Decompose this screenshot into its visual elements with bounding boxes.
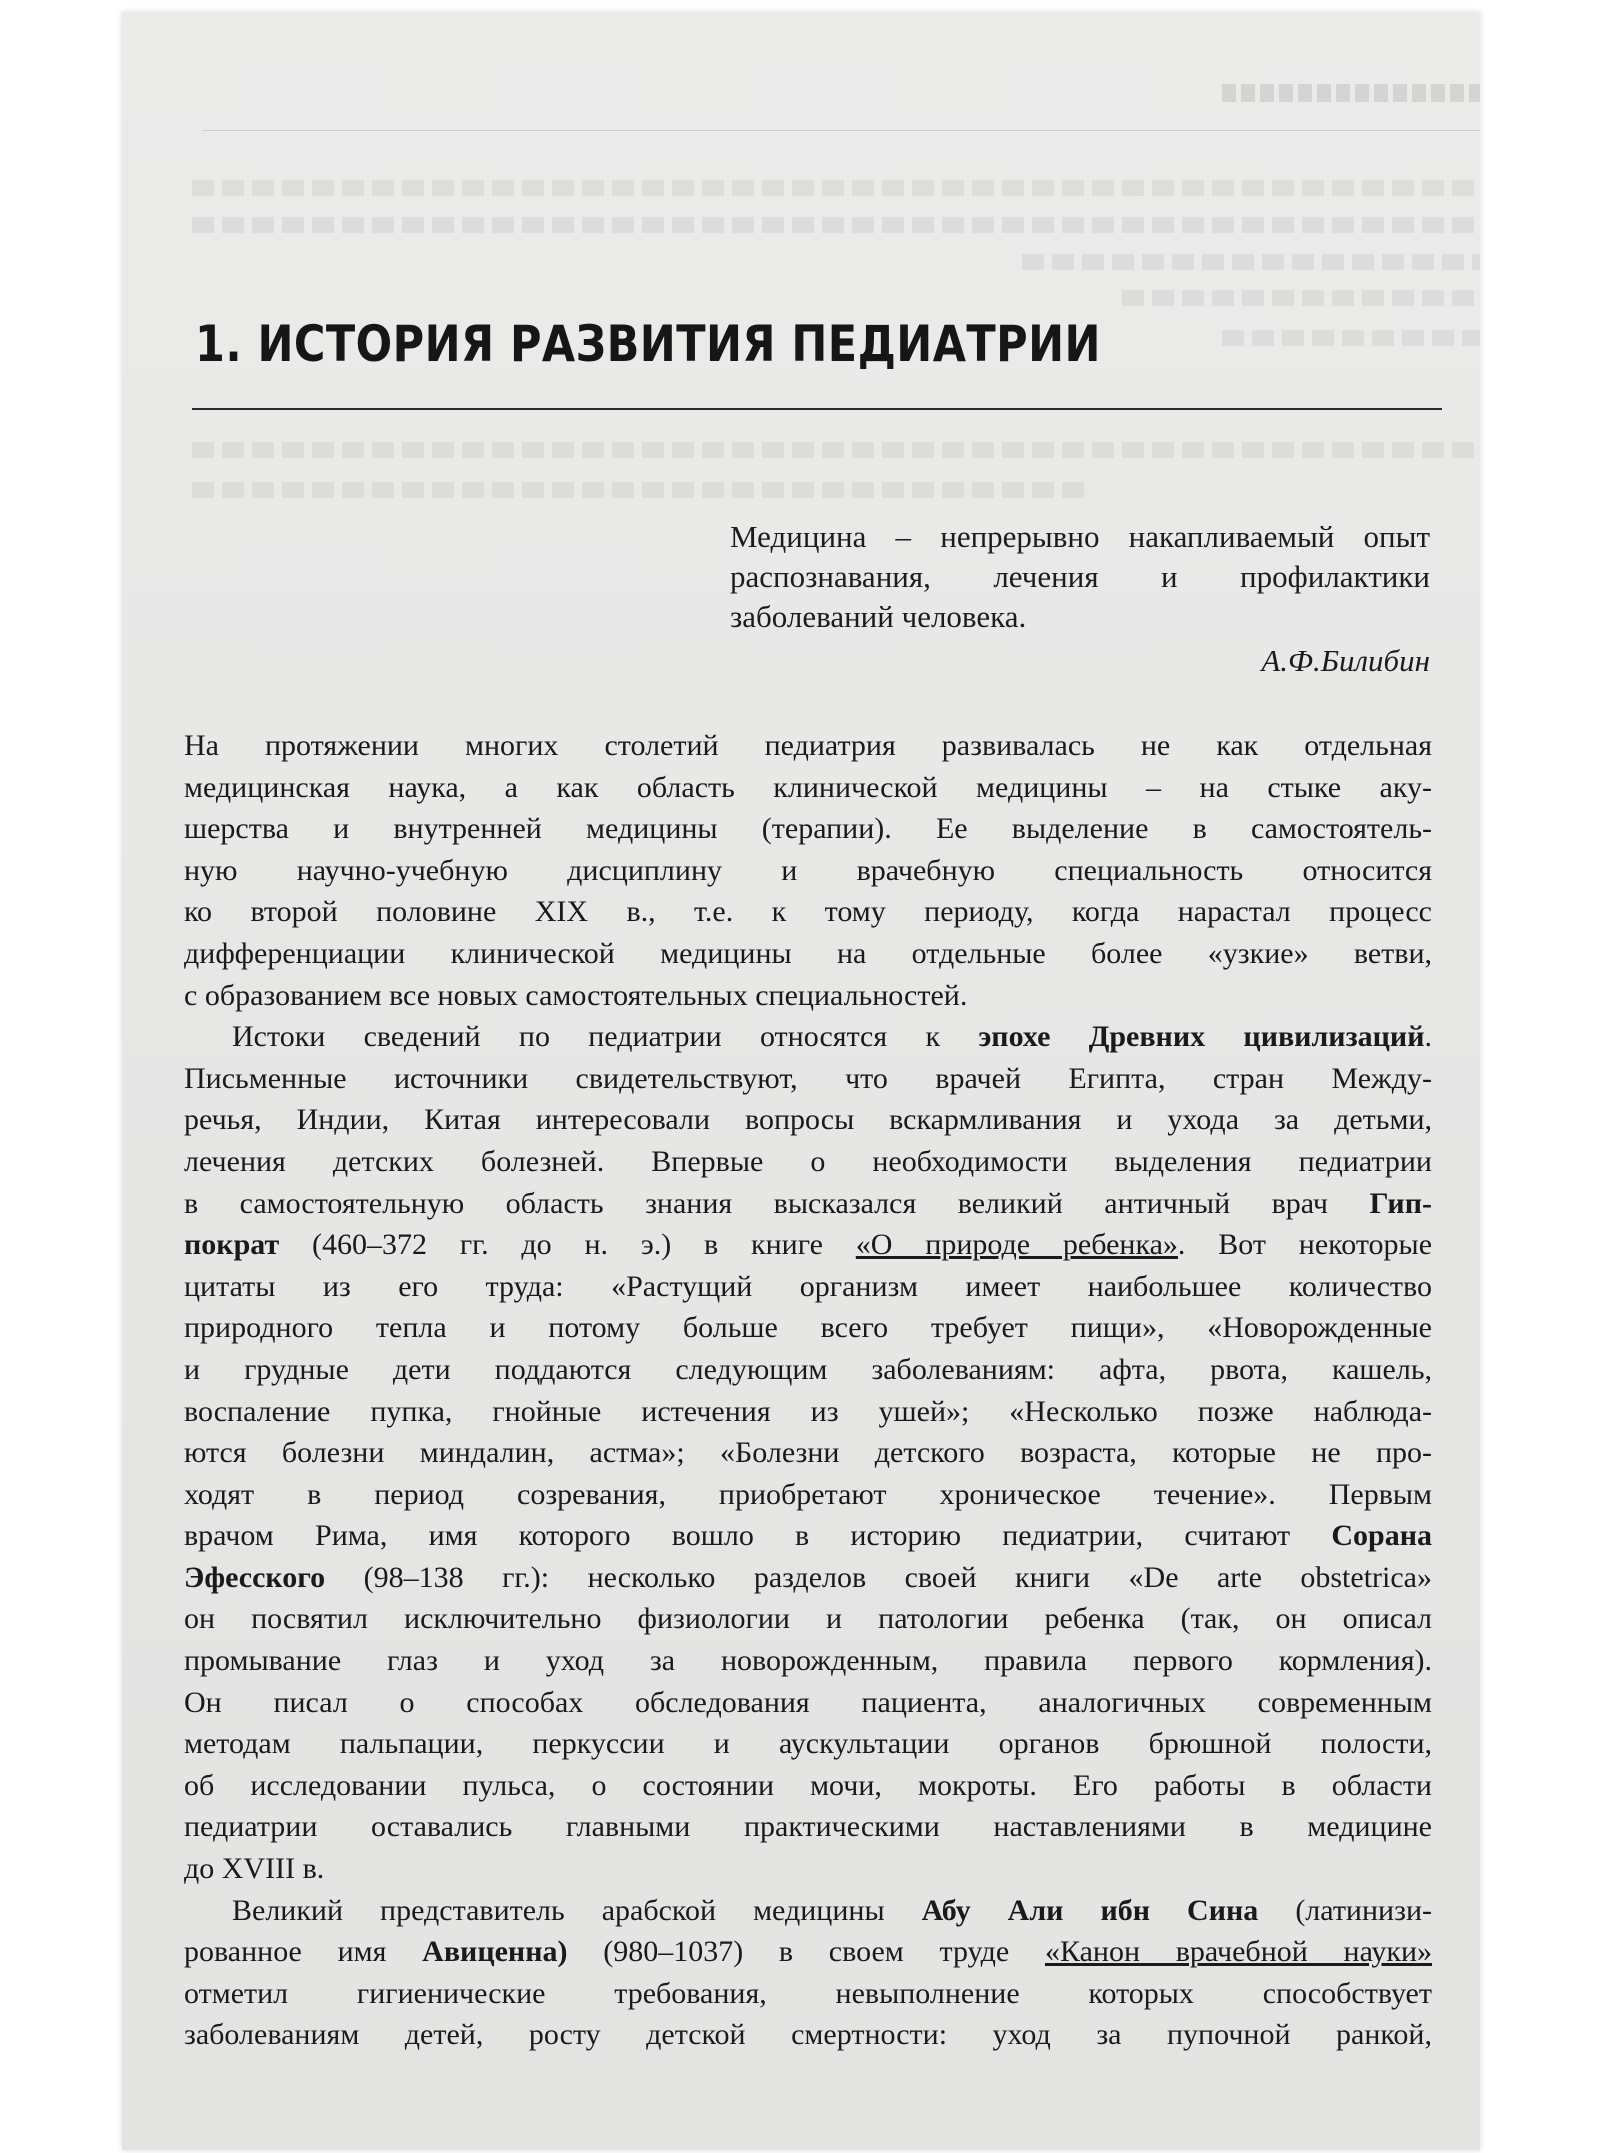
epigraph-author: А.Ф.Билибин xyxy=(1261,643,1430,678)
text-segment: рованное имя xyxy=(184,1935,423,1969)
body-line xyxy=(184,1806,1432,1848)
chapter-title: 1. ИСТОРИЯ РАЗВИТИЯ ПЕДИАТРИИ xyxy=(195,315,1101,373)
body-line xyxy=(184,1391,1432,1433)
body-line xyxy=(184,767,1432,809)
body-line xyxy=(184,975,1432,1017)
body-line xyxy=(184,1848,1432,1890)
text-segment: и грудные дети поддаются следующим заболеваниям: афта, рвота, кашель, xyxy=(184,1352,1432,1386)
bleed-through-text xyxy=(1022,254,1480,270)
text-segment: шерства и внутренней медицины (терапии). Ее выделение в самостоятель- xyxy=(184,812,1432,846)
body-line xyxy=(184,1557,1432,1599)
running-head xyxy=(1222,84,1480,102)
emphasis-text: Гип- xyxy=(1369,1186,1432,1220)
text-segment: На протяжении многих столетий педиатрия развивалась не как отдельная xyxy=(184,729,1432,762)
bleed-through-text xyxy=(1122,290,1480,306)
text-segment: ются болезни миндалин, астма»; «Болезни детского возраста, которые не про- xyxy=(184,1436,1432,1470)
text-segment: (460–372 гг. до н. э.) в книге xyxy=(279,1228,856,1262)
text-segment: промывание глаз и уход за новорожденным, правила первого кормления). xyxy=(184,1644,1432,1678)
body-line xyxy=(184,1765,1432,1807)
bleed-through-text xyxy=(192,442,1480,458)
text-segment: лечения детских болезней. Впервые о необходимости выделения педиатрии xyxy=(184,1144,1432,1178)
bleed-through-text xyxy=(192,180,1480,196)
text-segment: природного тепла и потому больше всего требует пищи», «Новорожденные xyxy=(184,1311,1432,1345)
body-line xyxy=(184,1474,1432,1516)
text-segment: он посвятил исключительно физиологии и патологии ребенка (так, он описал xyxy=(184,1602,1432,1636)
text-segment: (98–138 гг.): несколько разделов своей книги «De arte obstetrica» xyxy=(325,1560,1432,1594)
body-line xyxy=(184,725,1432,767)
body-line xyxy=(184,1183,1432,1225)
header-rule xyxy=(202,130,1480,131)
bleed-through-text xyxy=(1222,330,1480,346)
text-segment: Истоки сведений по педиатрии относятся к xyxy=(232,1020,979,1054)
emphasis-text: Эфесского xyxy=(184,1560,326,1594)
text-segment: Великий представитель арабской медицины xyxy=(232,1893,922,1927)
text-segment: методам пальпации, перкуссии и аускультации органов брюшной полости, xyxy=(184,1727,1432,1761)
text-segment: (980–1037) в своем труде xyxy=(567,1935,1045,1969)
text-segment: воспаление пупка, гнойные истечения из ушей»; «Несколько позже наблюда- xyxy=(184,1394,1432,1428)
body-line xyxy=(184,1349,1432,1391)
emphasis-text: эпохе Древних цивилизаций xyxy=(978,1020,1425,1054)
body-line xyxy=(184,1307,1432,1349)
emphasis-text: Сорана xyxy=(1331,1519,1432,1553)
body-line xyxy=(184,1058,1432,1100)
book-page xyxy=(122,12,1480,2150)
body-line xyxy=(184,1973,1432,2015)
body-line xyxy=(184,1099,1432,1141)
body-line xyxy=(184,933,1432,975)
text-segment: дифференциации клинической медицины на отдельные более «узкие» ветви, xyxy=(184,936,1432,970)
text-segment: медицинская наука, а как область клинической медицины – на стыке аку- xyxy=(184,770,1432,804)
body-line xyxy=(184,1931,1432,1973)
body-line xyxy=(184,891,1432,933)
emphasis-text: Авиценна) xyxy=(422,1935,568,1969)
text-segment: Письменные источники свидетельствуют, что врачей Египта, стран Между- xyxy=(184,1061,1432,1095)
text-segment: речья, Индии, Китая интересовали вопросы вскармливания и ухода за детьми, xyxy=(184,1103,1432,1137)
body-line xyxy=(184,1723,1432,1765)
body-line xyxy=(184,1890,1432,1932)
text-segment: об исследовании пульса, о состоянии мочи, мокроты. Его работы в области xyxy=(184,1768,1432,1802)
body-line xyxy=(184,1515,1432,1557)
text-segment: ную научно-учебную дисциплину и врачебную специальность относится xyxy=(184,853,1432,887)
text-segment: заболеваниям детей, росту детской смертности: уход за пупочной ранкой, xyxy=(184,2018,1432,2052)
body-line xyxy=(184,2014,1432,2056)
book-title-text: «Канон врачебной науки» xyxy=(1044,1935,1433,1969)
emphasis-text: пократ xyxy=(184,1228,280,1262)
text-segment: . Вот некоторые xyxy=(1177,1228,1433,1262)
body-line xyxy=(184,1141,1432,1183)
body-line xyxy=(184,1432,1432,1474)
body-line xyxy=(184,1682,1432,1724)
bleed-through-text xyxy=(192,217,1480,233)
text-segment: ходят в период созревания, приобретают хроническое течение». Первым xyxy=(184,1477,1432,1511)
epigraph-text: Медицина – непрерывно накапливаемый опыт распознавания, лечения и профилактики заболеваний человека. xyxy=(730,519,1430,634)
body-line xyxy=(184,1016,1432,1058)
emphasis-text: Абу Али ибн Сина xyxy=(921,1893,1259,1927)
text-segment: . xyxy=(1424,1020,1432,1054)
text-segment: в самостоятельную область знания высказался великий античный врач xyxy=(184,1186,1370,1220)
body-line xyxy=(184,850,1432,892)
text-segment: (латинизи- xyxy=(1258,1893,1432,1927)
body-line xyxy=(184,1640,1432,1682)
text-segment: отметил гигиенические требования, невыполнение которых способствует xyxy=(184,1976,1432,2010)
text-segment: ко второй половине XIX в., т.е. к тому периоду, когда нарастал процесс xyxy=(184,895,1432,929)
text-segment: цитаты из его труда: «Растущий организм имеет наибольшее количество xyxy=(184,1269,1432,1303)
text-segment: до XVIII в. xyxy=(184,1852,325,1886)
body-line xyxy=(184,808,1432,850)
body-line xyxy=(184,1224,1432,1266)
text-segment: врачом Рима, имя которого вошло в историю педиатрии, считают xyxy=(184,1519,1332,1553)
body-line xyxy=(184,1266,1432,1308)
epigraph xyxy=(730,517,1430,681)
text-segment: педиатрии оставались главными практическими наставлениями в медицине xyxy=(184,1810,1432,1844)
text-segment: Он писал о способах обследования пациента, аналогичных современным xyxy=(184,1685,1432,1719)
body-line xyxy=(184,1598,1432,1640)
body-text xyxy=(184,725,1432,2056)
text-segment: с образованием все новых самостоятельных специальностей. xyxy=(184,978,968,1012)
bleed-through-text xyxy=(192,482,1092,498)
title-underline xyxy=(192,408,1442,410)
book-title-text: «О природе ребенка» xyxy=(855,1228,1178,1262)
